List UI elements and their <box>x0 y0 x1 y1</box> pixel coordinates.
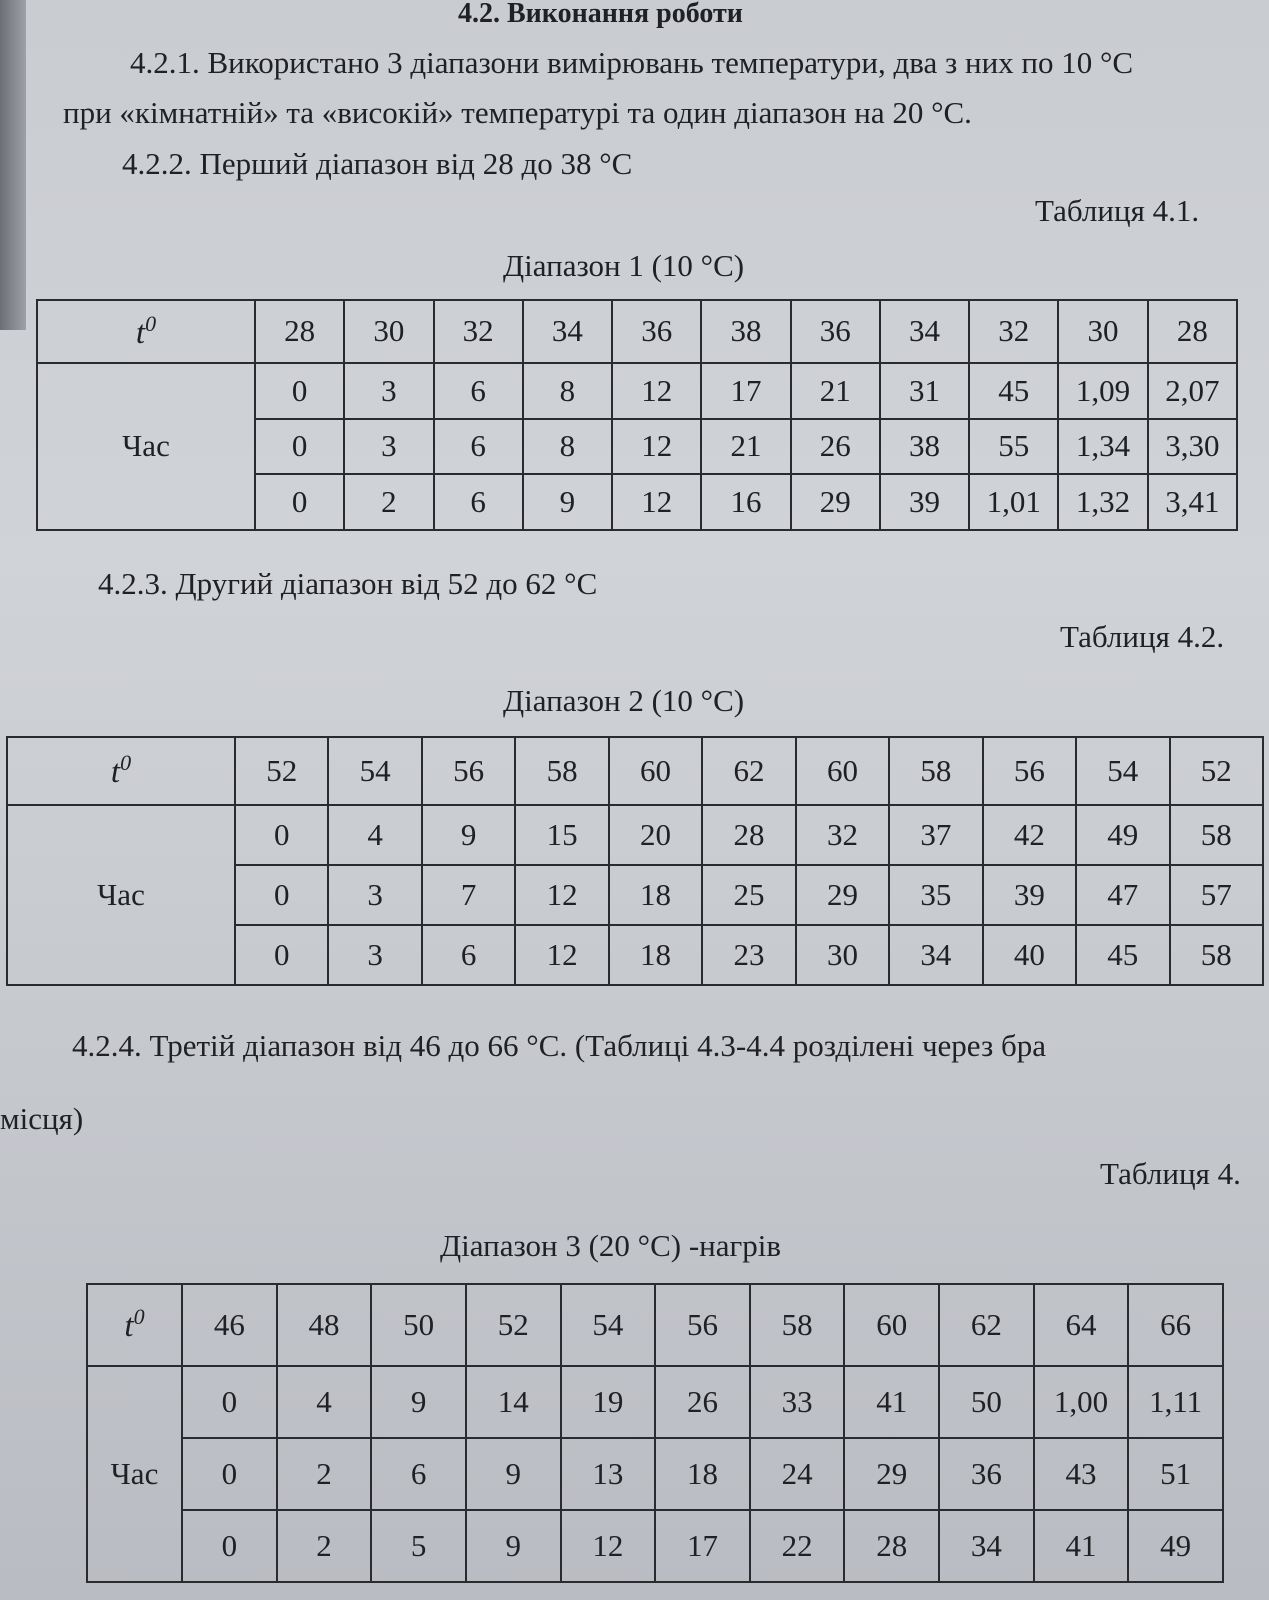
table-4-1-label: Таблиця 4.1. <box>1035 193 1200 228</box>
temperature-value-cell: 64 <box>1034 1284 1129 1366</box>
time-value-cell: 18 <box>609 925 702 985</box>
time-value-cell: 12 <box>515 865 608 925</box>
temperature-superscript: 0 <box>120 750 132 776</box>
time-value-cell: 9 <box>371 1366 466 1438</box>
time-value-cell: 34 <box>889 925 982 985</box>
time-value-cell: 41 <box>844 1366 939 1438</box>
time-value-cell: 3 <box>344 363 433 419</box>
time-value-cell: 29 <box>844 1438 939 1510</box>
time-value-cell: 3 <box>328 925 421 985</box>
table-4-1 <box>36 299 1238 531</box>
time-value-cell: 41 <box>1034 1510 1129 1582</box>
time-value-cell: 9 <box>422 805 515 865</box>
time-value-cell: 0 <box>182 1510 277 1582</box>
time-value-cell: 2 <box>277 1510 372 1582</box>
time-row <box>87 1366 1223 1438</box>
time-value-cell: 19 <box>561 1366 656 1438</box>
time-row-label: Час <box>37 363 255 530</box>
temperature-value-cell: 52 <box>1170 737 1263 805</box>
time-value-cell: 9 <box>523 474 612 530</box>
time-value-cell: 8 <box>523 419 612 475</box>
temperature-value-cell: 34 <box>523 300 612 363</box>
time-value-cell: 40 <box>983 925 1076 985</box>
time-value-cell: 22 <box>750 1510 845 1582</box>
table-4-2-caption: Діапазон 2 (10 °С) <box>503 683 745 718</box>
time-value-cell: 25 <box>702 865 795 925</box>
table-4-2-label: Таблиця 4.2. <box>1060 619 1225 654</box>
temperature-row <box>37 300 1237 363</box>
temperature-value-cell: 38 <box>701 300 790 363</box>
temperature-value-cell: 32 <box>969 300 1058 363</box>
time-value-cell: 0 <box>235 865 328 925</box>
time-value-cell: 1,01 <box>969 474 1058 530</box>
time-value-cell: 35 <box>889 865 982 925</box>
time-value-cell: 3,30 <box>1148 419 1237 475</box>
time-value-cell: 2 <box>277 1438 372 1510</box>
temperature-value-cell: 66 <box>1128 1284 1223 1366</box>
temperature-header-cell <box>7 737 235 805</box>
time-row <box>87 1510 1223 1582</box>
temperature-symbol: t <box>110 754 121 791</box>
time-value-cell: 12 <box>612 419 701 475</box>
paragraph-4-2-3: 4.2.3. Другий діапазон від 52 до 62 °С <box>98 566 598 601</box>
time-value-cell: 47 <box>1076 865 1169 925</box>
time-value-cell: 43 <box>1034 1438 1129 1510</box>
time-row <box>37 363 1237 419</box>
paragraph-4-2-1-line2: при «кімнатній» та «високій» температурі та один діапазон на 20 °С. <box>63 95 972 130</box>
time-row <box>7 805 1263 865</box>
temperature-header-cell <box>37 300 255 363</box>
time-value-cell: 36 <box>939 1438 1034 1510</box>
time-value-cell: 1,34 <box>1058 419 1147 475</box>
time-value-cell: 50 <box>939 1366 1034 1438</box>
time-value-cell: 58 <box>1170 925 1263 985</box>
temperature-value-cell: 62 <box>702 737 795 805</box>
time-value-cell: 39 <box>983 865 1076 925</box>
temperature-row <box>87 1284 1223 1366</box>
time-value-cell: 2 <box>344 474 433 530</box>
temperature-value-cell: 60 <box>844 1284 939 1366</box>
time-value-cell: 4 <box>277 1366 372 1438</box>
temperature-value-cell: 58 <box>889 737 982 805</box>
time-value-cell: 29 <box>796 865 889 925</box>
paragraph-4-2-1-line1: 4.2.1. Використано 3 діапазони вимірювань температури, два з них по 10 °С <box>130 45 1134 80</box>
time-value-cell: 4 <box>328 805 421 865</box>
time-value-cell: 42 <box>983 805 1076 865</box>
temperature-value-cell: 32 <box>434 300 523 363</box>
time-value-cell: 12 <box>612 474 701 530</box>
temperature-header-cell <box>87 1284 182 1366</box>
temperature-value-cell: 62 <box>939 1284 1034 1366</box>
table-4-3-caption: Діапазон 3 (20 °С) -нагрів <box>440 1228 781 1263</box>
temperature-value-cell: 56 <box>422 737 515 805</box>
time-value-cell: 0 <box>255 474 344 530</box>
time-value-cell: 16 <box>701 474 790 530</box>
time-value-cell: 29 <box>791 474 880 530</box>
time-value-cell: 34 <box>939 1510 1034 1582</box>
time-value-cell: 20 <box>609 805 702 865</box>
time-value-cell: 49 <box>1128 1510 1223 1582</box>
time-value-cell: 12 <box>612 363 701 419</box>
time-value-cell: 12 <box>561 1510 656 1582</box>
temperature-value-cell: 58 <box>750 1284 845 1366</box>
table-4-3 <box>86 1283 1224 1583</box>
time-value-cell: 5 <box>371 1510 466 1582</box>
time-value-cell: 14 <box>466 1366 561 1438</box>
time-row <box>87 1438 1223 1510</box>
time-value-cell: 6 <box>434 363 523 419</box>
temperature-value-cell: 56 <box>983 737 1076 805</box>
time-value-cell: 1,32 <box>1058 474 1147 530</box>
time-value-cell: 6 <box>371 1438 466 1510</box>
temperature-superscript: 0 <box>145 310 157 336</box>
time-value-cell: 0 <box>255 363 344 419</box>
time-value-cell: 38 <box>880 419 969 475</box>
time-value-cell: 6 <box>422 925 515 985</box>
section-heading: 4.2. Виконання роботи <box>458 0 743 29</box>
time-value-cell: 0 <box>182 1366 277 1438</box>
time-value-cell: 17 <box>701 363 790 419</box>
temperature-value-cell: 50 <box>371 1284 466 1366</box>
time-value-cell: 32 <box>796 805 889 865</box>
temperature-value-cell: 28 <box>1148 300 1237 363</box>
table-4-2 <box>6 736 1264 986</box>
time-value-cell: 21 <box>791 363 880 419</box>
time-value-cell: 45 <box>969 363 1058 419</box>
paragraph-4-2-2: 4.2.2. Перший діапазон від 28 до 38 °С <box>122 146 633 181</box>
temperature-value-cell: 54 <box>561 1284 656 1366</box>
time-value-cell: 39 <box>880 474 969 530</box>
time-value-cell: 13 <box>561 1438 656 1510</box>
temperature-value-cell: 54 <box>1076 737 1169 805</box>
time-value-cell: 15 <box>515 805 608 865</box>
time-value-cell: 3,41 <box>1148 474 1237 530</box>
time-value-cell: 3 <box>344 419 433 475</box>
temperature-value-cell: 30 <box>1058 300 1147 363</box>
temperature-value-cell: 46 <box>182 1284 277 1366</box>
paragraph-4-2-4-line1: 4.2.4. Третій діапазон від 46 до 66 °С. (Таблиці 4.3-4.4 розділені через бра <box>72 1028 1046 1063</box>
temperature-value-cell: 56 <box>655 1284 750 1366</box>
time-row-label: Час <box>7 805 235 985</box>
time-value-cell: 37 <box>889 805 982 865</box>
time-value-cell: 21 <box>701 419 790 475</box>
time-value-cell: 0 <box>182 1438 277 1510</box>
temperature-value-cell: 36 <box>612 300 701 363</box>
time-value-cell: 1,00 <box>1034 1366 1129 1438</box>
book-spine <box>0 0 26 330</box>
table-4-1-caption: Діапазон 1 (10 °С) <box>503 248 745 283</box>
time-value-cell: 49 <box>1076 805 1169 865</box>
time-value-cell: 28 <box>844 1510 939 1582</box>
time-value-cell: 8 <box>523 363 612 419</box>
temperature-value-cell: 52 <box>466 1284 561 1366</box>
temperature-row <box>7 737 1263 805</box>
time-value-cell: 57 <box>1170 865 1263 925</box>
time-row-label: Час <box>87 1366 182 1582</box>
time-value-cell: 33 <box>750 1366 845 1438</box>
time-value-cell: 45 <box>1076 925 1169 985</box>
temperature-symbol: t <box>135 314 146 351</box>
temperature-value-cell: 30 <box>344 300 433 363</box>
temperature-superscript: 0 <box>133 1304 145 1330</box>
time-value-cell: 9 <box>466 1510 561 1582</box>
time-value-cell: 9 <box>466 1438 561 1510</box>
paragraph-4-2-4-line2: місця) <box>0 1101 84 1136</box>
time-value-cell: 18 <box>655 1438 750 1510</box>
time-value-cell: 31 <box>880 363 969 419</box>
time-value-cell: 0 <box>255 419 344 475</box>
temperature-value-cell: 60 <box>609 737 702 805</box>
time-value-cell: 30 <box>796 925 889 985</box>
time-value-cell: 18 <box>609 865 702 925</box>
time-value-cell: 6 <box>434 419 523 475</box>
time-value-cell: 2,07 <box>1148 363 1237 419</box>
temperature-value-cell: 52 <box>235 737 328 805</box>
time-value-cell: 26 <box>655 1366 750 1438</box>
time-value-cell: 23 <box>702 925 795 985</box>
table-4-3-label: Таблиця 4. <box>1100 1156 1241 1191</box>
time-value-cell: 6 <box>434 474 523 530</box>
time-value-cell: 3 <box>328 865 421 925</box>
temperature-symbol: t <box>124 1308 134 1345</box>
time-value-cell: 28 <box>702 805 795 865</box>
temperature-value-cell: 58 <box>515 737 608 805</box>
time-value-cell: 26 <box>791 419 880 475</box>
temperature-value-cell: 60 <box>796 737 889 805</box>
time-value-cell: 51 <box>1128 1438 1223 1510</box>
time-value-cell: 24 <box>750 1438 845 1510</box>
time-value-cell: 12 <box>515 925 608 985</box>
time-value-cell: 17 <box>655 1510 750 1582</box>
temperature-value-cell: 28 <box>255 300 344 363</box>
time-value-cell: 58 <box>1170 805 1263 865</box>
time-value-cell: 0 <box>235 805 328 865</box>
time-value-cell: 1,11 <box>1128 1366 1223 1438</box>
temperature-value-cell: 34 <box>880 300 969 363</box>
time-value-cell: 55 <box>969 419 1058 475</box>
time-value-cell: 0 <box>235 925 328 985</box>
time-value-cell: 1,09 <box>1058 363 1147 419</box>
temperature-value-cell: 54 <box>328 737 421 805</box>
time-value-cell: 7 <box>422 865 515 925</box>
temperature-value-cell: 48 <box>277 1284 372 1366</box>
temperature-value-cell: 36 <box>791 300 880 363</box>
